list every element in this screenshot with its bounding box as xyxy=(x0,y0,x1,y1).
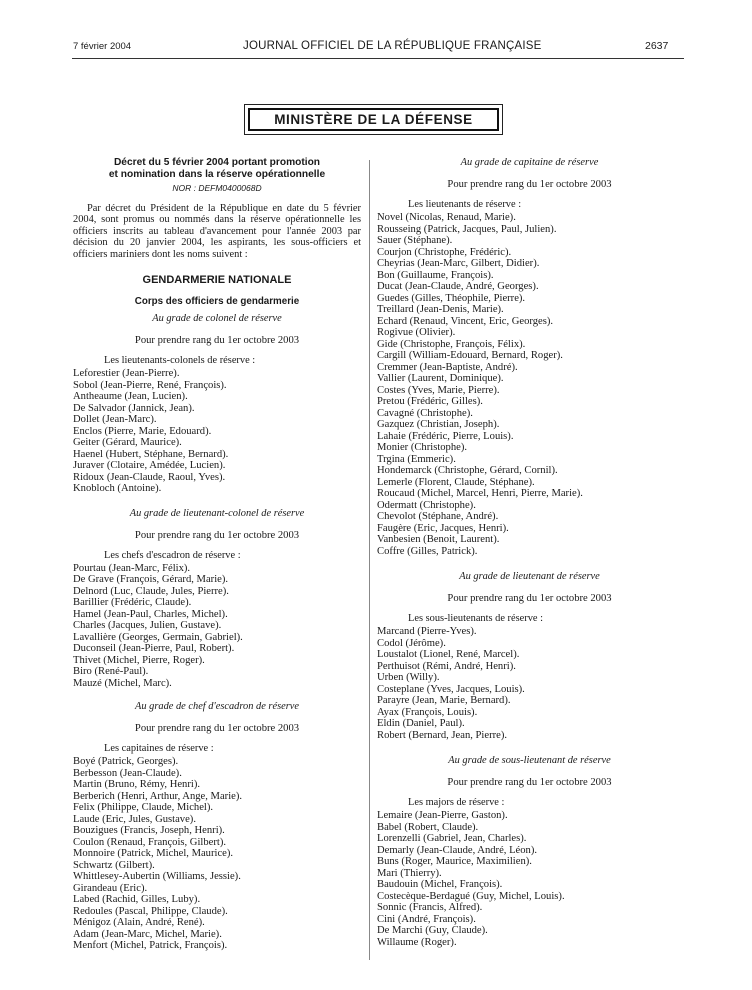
ministry-box xyxy=(244,104,503,135)
list-item: Urben (Willy). xyxy=(377,672,440,683)
rank-intro-line: Les chefs d'escadron de réserve : xyxy=(104,549,241,561)
list-item: Lemerle (Florent, Claude, Stéphane). xyxy=(377,476,535,488)
list-item: Bouzigues (Francis, Joseph, Henri). xyxy=(73,825,225,837)
list-item: Girandeau (Eric). xyxy=(73,882,148,894)
grade-heading: Au grade de colonel de réserve xyxy=(152,313,282,325)
list-item: Guedes (Gilles, Théophile, Pierre). xyxy=(377,292,526,304)
header-date: 7 février 2004 xyxy=(73,41,132,52)
list-item: Costecèque-Berdagué (Guy, Michel, Louis). xyxy=(377,890,565,902)
block-lieutenant xyxy=(377,571,682,741)
nor-reference: NOR : DEFM0400068D xyxy=(172,183,262,193)
list-item: Martin (Bruno, Rémy, Henri). xyxy=(73,779,201,791)
list-item: Sauer (Stéphane). xyxy=(377,235,453,246)
list-item: Delnord (Luc, Claude, Jules, Pierre). xyxy=(73,585,229,597)
list-item: Charles (Jacques, Julien, Gustave). xyxy=(73,620,222,632)
block-sous-lieutenant xyxy=(377,755,682,948)
list-item: Felix (Philippe, Claude, Michel). xyxy=(73,802,214,814)
list-item: Pourtau (Jean-Marc, Félix). xyxy=(73,562,191,574)
list-item: Coulon (Renaud, François, Gilbert). xyxy=(73,836,226,848)
list-item: Baudouin (Michel, François). xyxy=(377,879,503,890)
list-item: Leforestier (Jean-Pierre). xyxy=(73,368,180,380)
list-item: Dollet (Jean-Marc). xyxy=(73,414,157,426)
block-capitaine xyxy=(377,157,682,557)
decree-title-line-2: et nomination dans la réserve opérationnelle xyxy=(108,169,326,180)
list-item: Enclos (Pierre, Marie, Edouard). xyxy=(73,425,212,437)
list-item: Cremmer (Jean-Baptiste, André). xyxy=(377,361,518,373)
list-item: Labed (Rachid, Gilles, Luby). xyxy=(73,894,201,906)
list-item: Marcand (Pierre-Yves). xyxy=(377,626,477,637)
rank-date-line: Pour prendre rang du 1er octobre 2003 xyxy=(134,335,300,347)
header-page-number: 2637 xyxy=(645,40,669,52)
decree-intro: Par décret du Président de la République en date du 5 février 2004, sont promus ou nommés dans la réserve opérationnelle les officiers inscrits au tableau d'avancement pour l'année 2003 par décision du 20 janvier 2004, les aspirants, les sous-officiers et officiers mariniers dont les noms suivent : xyxy=(73,203,361,260)
list-item: Thivet (Michel, Pierre, Roger). xyxy=(73,654,205,666)
right-column xyxy=(377,157,682,948)
list-item: Mari (Thierry). xyxy=(377,867,442,879)
list-item: Vallier (Laurent, Dominique). xyxy=(377,373,504,384)
left-column xyxy=(73,157,361,952)
list-item: Courjon (Christophe, Frédéric). xyxy=(377,246,512,258)
list-item: Mauzé (Michel, Marc). xyxy=(73,677,172,689)
list-item: Roucaud (Michel, Marcel, Henri, Pierre, Marie). xyxy=(377,488,583,499)
list-item: Menfort (Michel, Patrick, François). xyxy=(73,940,228,952)
list-item: Vanbesien (Benoit, Laurent). xyxy=(377,534,500,545)
list-item: Trgina (Emmeric). xyxy=(377,453,456,465)
list-item: Lahaie (Frédéric, Pierre, Louis). xyxy=(377,430,514,442)
list-item: Schwartz (Gilbert). xyxy=(73,859,155,871)
grade-heading: Au grade de chef d'escadron de réserve xyxy=(135,701,299,713)
list-item: Parayre (Jean, Marie, Bernard). xyxy=(377,695,511,706)
list-item: Berbesson (Jean-Claude). xyxy=(73,767,182,779)
list-item: Hondemarck (Christophe, Gérard, Cornil). xyxy=(377,465,558,476)
section-heading: GENDARMERIE NATIONALE xyxy=(142,274,292,287)
rank-date-line: Pour prendre rang du 1er octobre 2003 xyxy=(447,593,612,604)
list-item: Sonnic (Francis, Alfred). xyxy=(377,902,483,913)
rank-date-line: Pour prendre rang du 1er octobre 2003 xyxy=(447,777,612,788)
list-item: Ducat (Jean-Claude, André, Georges). xyxy=(377,281,539,292)
list-item: Costes (Yves, Marie, Pierre). xyxy=(377,384,500,396)
list-item: Antheaume (Jean, Lucien). xyxy=(73,391,188,403)
list-item: Ayax (François, Louis). xyxy=(377,706,478,718)
running-header xyxy=(0,41,752,55)
list-item: Faugère (Eric, Jacques, Henri). xyxy=(377,522,509,534)
list-item: Gazquez (Christian, Joseph). xyxy=(377,419,500,430)
list-item: Ménigoz (Alain, André, René). xyxy=(73,917,205,929)
list-item: Coffre (Gilles, Patrick). xyxy=(377,545,478,557)
list-item: Haenel (Hubert, Stéphane, Bernard). xyxy=(73,448,229,460)
list-item: Pretou (Frédéric, Gilles). xyxy=(377,396,483,407)
list-item: Hamel (Jean-Paul, Charles, Michel). xyxy=(73,608,228,620)
ministry-title: MINISTÈRE DE LA DÉFENSE xyxy=(248,108,499,131)
list-item: Echard (Renaud, Vincent, Eric, Georges). xyxy=(377,315,554,327)
list-item: Lemaire (Jean-Pierre, Gaston). xyxy=(377,810,508,821)
rank-date-line: Pour prendre rang du 1er octobre 2003 xyxy=(134,723,300,735)
rank-intro-line: Les lieutenants de réserve : xyxy=(408,199,522,210)
list-item: Cavagné (Christophe). xyxy=(377,407,473,419)
list-item: Monier (Christophe). xyxy=(377,442,468,453)
list-item: Chevolot (Stéphane, André). xyxy=(377,511,499,522)
list-item: Demarly (Jean-Claude, André, Léon). xyxy=(377,844,538,856)
grade-heading: Au grade de sous-lieutenant de réserve xyxy=(448,755,611,766)
subsection-heading: Corps des officiers de gendarmerie xyxy=(134,296,300,308)
grade-heading: Au grade de capitaine de réserve xyxy=(460,157,599,168)
name-list xyxy=(377,810,682,948)
list-item: Gide (Christophe, François, Félix). xyxy=(377,338,526,350)
list-item: Loustalot (Lionel, René, Marcel). xyxy=(377,649,520,660)
list-item: Willaume (Roger). xyxy=(377,936,457,948)
name-list xyxy=(73,756,361,952)
list-item: Cheyrias (Jean-Marc, Gilbert, Didier). xyxy=(377,258,540,269)
list-item: Novel (Nicolas, Renaud, Marie). xyxy=(377,212,516,223)
list-item: Ridoux (Jean-Claude, Raoul, Yves). xyxy=(73,471,226,483)
list-item: Buns (Roger, Maurice, Maximilien). xyxy=(377,856,532,867)
list-item: Monnoire (Patrick, Michel, Maurice). xyxy=(73,848,234,860)
list-item: Bon (Guillaume, François). xyxy=(377,269,494,281)
list-item: Barillier (Frédéric, Claude). xyxy=(73,597,192,609)
rank-date-line: Pour prendre rang du 1er octobre 2003 xyxy=(134,529,300,541)
rank-intro-line: Les capitaines de réserve : xyxy=(104,743,214,755)
list-item: Treillard (Jean-Denis, Marie). xyxy=(377,304,504,315)
list-item: Robert (Bernard, Jean, Pierre). xyxy=(377,729,508,741)
list-item: Codol (Jérôme). xyxy=(377,637,446,649)
list-item: Duconseil (Jean-Pierre, Paul, Robert). xyxy=(73,643,235,655)
list-item: Eldin (Daniel, Paul). xyxy=(377,718,465,729)
list-item: Cini (André, François). xyxy=(377,913,476,925)
list-item: Whittlesey-Aubertin (Williams, Jessie). xyxy=(73,871,241,883)
list-item: Juraver (Clotaire, Amédée, Lucien). xyxy=(73,460,226,472)
name-list xyxy=(377,626,682,741)
rank-date-line: Pour prendre rang du 1er octobre 2003 xyxy=(447,179,612,190)
list-item: De Marchi (Guy, Claude). xyxy=(377,925,488,936)
list-item: Perthuisot (Rémi, André, Henri). xyxy=(377,660,516,672)
block-chef-escadron xyxy=(73,701,361,952)
list-item: Lavallière (Georges, Germain, Gabriel). xyxy=(73,631,243,643)
header-journal-title: JOURNAL OFFICIEL DE LA RÉPUBLIQUE FRANÇAISE xyxy=(243,40,542,52)
list-item: Cargill (William-Edouard, Bernard, Roger). xyxy=(377,350,563,361)
list-item: Babel (Robert, Claude). xyxy=(377,821,479,833)
list-item: Boyé (Patrick, Georges). xyxy=(73,756,179,768)
list-item: Odermatt (Christophe). xyxy=(377,499,476,511)
grade-heading: Au grade de lieutenant-colonel de réserve xyxy=(129,507,305,519)
list-item: Rogivue (Olivier). xyxy=(377,327,456,338)
block-lieutenant-colonel xyxy=(73,508,361,690)
list-item: De Salvador (Jannick, Jean). xyxy=(73,402,195,414)
rank-intro-line: Les sous-lieutenants de réserve : xyxy=(408,613,544,624)
grade-heading: Au grade de lieutenant de réserve xyxy=(459,571,600,582)
list-item: De Grave (François, Gérard, Marie). xyxy=(73,574,229,586)
list-item: Geiter (Gérard, Maurice). xyxy=(73,437,182,449)
column-divider xyxy=(369,160,370,960)
decree-title-line-1: Décret du 5 février 2004 portant promotion xyxy=(113,157,321,168)
list-item: Rousseing (Patrick, Jacques, Paul, Julien). xyxy=(377,223,557,235)
name-list xyxy=(73,368,361,495)
list-item: Adam (Jean-Marc, Michel, Marie). xyxy=(73,928,222,940)
list-item: Sobol (Jean-Pierre, René, François). xyxy=(73,379,227,391)
name-list xyxy=(73,563,361,690)
block-colonel xyxy=(73,313,361,495)
list-item: Berberich (Henri, Arthur, Ange, Marie). xyxy=(73,790,243,802)
list-item: Laude (Eric, Jules, Gustave). xyxy=(73,813,196,825)
rank-intro-line: Les majors de réserve : xyxy=(408,797,505,808)
name-list xyxy=(377,212,682,557)
header-rule xyxy=(72,58,684,59)
rank-intro-line: Les lieutenants-colonels de réserve : xyxy=(104,355,256,367)
list-item: Biro (René-Paul). xyxy=(73,666,149,678)
list-item: Redoules (Pascal, Philippe, Claude). xyxy=(73,905,228,917)
list-item: Knobloch (Antoine). xyxy=(73,483,162,495)
list-item: Lorenzelli (Gabriel, Jean, Charles). xyxy=(377,833,527,844)
list-item: Costeplane (Yves, Jacques, Louis). xyxy=(377,683,525,695)
